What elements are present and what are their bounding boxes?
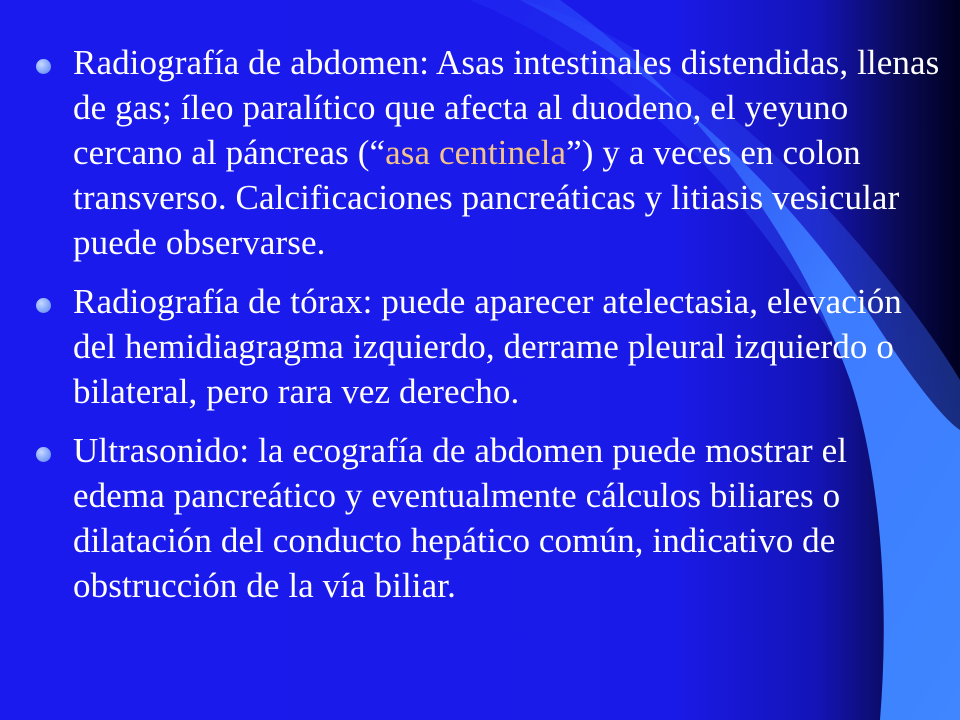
bullet-dot-icon [36,447,51,462]
bullet-text-before: Radiografía de abdomen: Asas intestinales distendidas, llenas de gas; íleo paralítico que afecta al duodeno, el yeyuno cercano al páncreas (“ [73,43,940,172]
bullet-item-abdomen [36,40,946,265]
bullet-dot-icon [36,59,51,74]
bullet-text: Ultrasonido: la ecografía de abdomen puede mostrar el edema pancreático y eventualmente cálculos biliares o dilatación del conducto hepático común, indicativo de obstrucción de la vía biliar. [73,431,848,605]
bullet-text: Radiografía de tórax: puede aparecer atelectasia, elevación del hemidiagragma izquierdo, derrame pleural izquierdo o bilateral, pero rara vez derecho. [73,282,902,411]
bullet-text-after: ”) y a veces en colon transverso. Calcificaciones pancreáticas y litiasis vesicular puede observarse. [73,133,900,262]
highlighted-term: asa centinela [385,133,567,172]
bullet-dot-icon [36,298,51,313]
bullet-item-ultrasonido [36,428,946,608]
bullet-text [73,40,946,265]
bullet-item-torax [36,279,946,414]
bullet-list [36,40,946,622]
